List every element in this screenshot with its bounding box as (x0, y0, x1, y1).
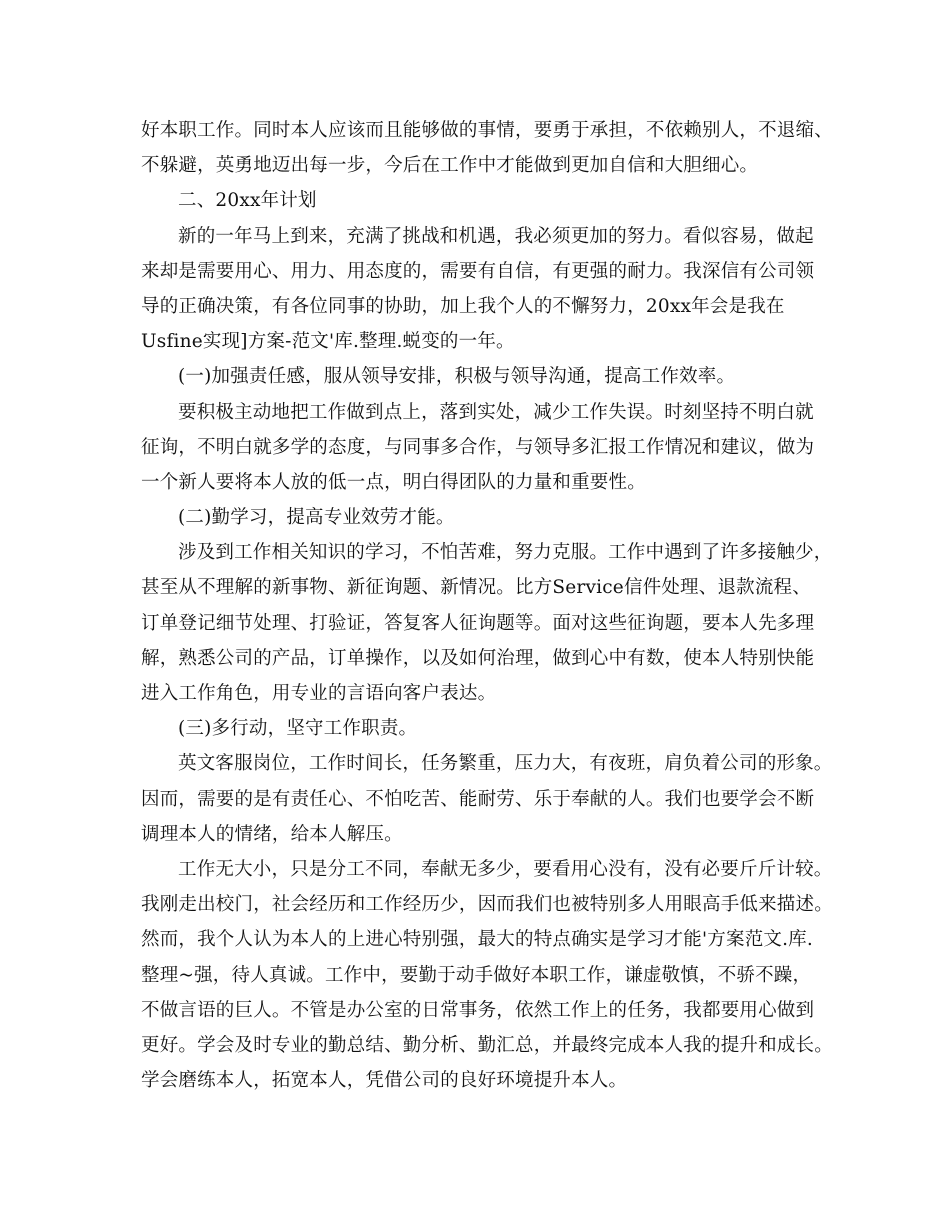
text-line: 要积极主动地把工作做到点上，落到实处，减少工作失误。时刻坚持不明白就 (178, 401, 814, 423)
text-line: 不做言语的巨人。不管是办公室的日常事务，依然工作上的任务，我都要用心做到 (141, 999, 815, 1021)
text-line: 一个新人要将本人放的低一点，明白得团队的力量和重要性。 (141, 471, 646, 493)
document-body (141, 113, 833, 1098)
subsection-heading: (二)勤学习，提高专业效劳才能。 (178, 507, 455, 529)
text-line: 涉及到工作相关知识的学习，不怕苦难，努力克服。工作中遇到了许多接触少， (178, 542, 833, 564)
text-line: 不躲避，英勇地迈出每一步，今后在工作中才能做到更加自信和大胆细心。 (141, 155, 759, 177)
text-line: 甚至从不理解的新事物、新征询题、新情况。比方Service信件处理、退款流程、 (141, 577, 811, 599)
text-line: 英文客服岗位，工作时间长，任务繁重，压力大，有夜班，肩负着公司的形象。 (178, 753, 833, 775)
text-line: 整理~强，待人真诚。工作中，要勤于动手做好本职工作，谦虚敬慎，不骄不躁， (141, 964, 812, 986)
text-line: 导的正确决策，有各位同事的协助，加上我个人的不懈努力，20xx年会是我在 (141, 295, 785, 317)
text-line: 征询，不明白就多学的态度，与同事多合作，与领导多汇报工作情况和建议，做为 (141, 436, 815, 458)
section-heading: 二、20xx年计划 (178, 190, 317, 212)
text-line: 好本职工作。同时本人应该而且能够做的事情，要勇于承担，不依赖别人，不退缩、 (141, 120, 833, 141)
text-line: 解，熟悉公司的产品，订单操作，以及如何治理，做到心中有数，使本人特别快能 (141, 647, 815, 669)
subsection-heading: (三)多行动，坚守工作职责。 (178, 718, 418, 740)
subsection-heading: (一)加强责任感，服从领导安排，积极与领导沟通，提高工作效率。 (178, 366, 736, 388)
text-line: 来却是需要用心、用力、用态度的，需要有自信，有更强的耐力。我深信有公司领 (141, 260, 815, 282)
text-line: 学会磨练本人，拓宽本人，凭借公司的良好环境提升本人。 (141, 1070, 628, 1092)
text-line: 然而，我个人认为本人的上进心特别强，最大的特点确实是学习才能'方案范文.库. (141, 929, 813, 951)
text-line: 更好。学会及时专业的勤总结、勤分析、勤汇总，并最终完成本人我的提升和成长。 (141, 1034, 833, 1056)
text-line: Usfine实现]方案-范文'库.整理.蜕变的一年。 (141, 331, 515, 353)
text-line: 新的一年马上到来，充满了挑战和机遇，我必须更加的努力。看似容易，做起 (178, 225, 814, 247)
text-line: 我刚走出校门，社会经历和工作经历少，因而我们也被特别多人用眼高手低来描述。 (141, 894, 833, 916)
text-line: 因而，需要的是有责任心、不怕吃苦、能耐劳、乐于奉献的人。我们也要学会不断 (141, 788, 815, 810)
text-line: 工作无大小，只是分工不同，奉献无多少，要看用心没有，没有必要斤斤计较。 (178, 858, 833, 880)
text-line: 进入工作角色，用专业的言语向客户表达。 (141, 683, 497, 704)
text-line: 订单登记细节处理、打验证，答复客人征询题等。面对这些征询题，要本人先多理 (141, 612, 815, 634)
text-line: 调理本人的情绪，给本人解压。 (141, 823, 403, 845)
